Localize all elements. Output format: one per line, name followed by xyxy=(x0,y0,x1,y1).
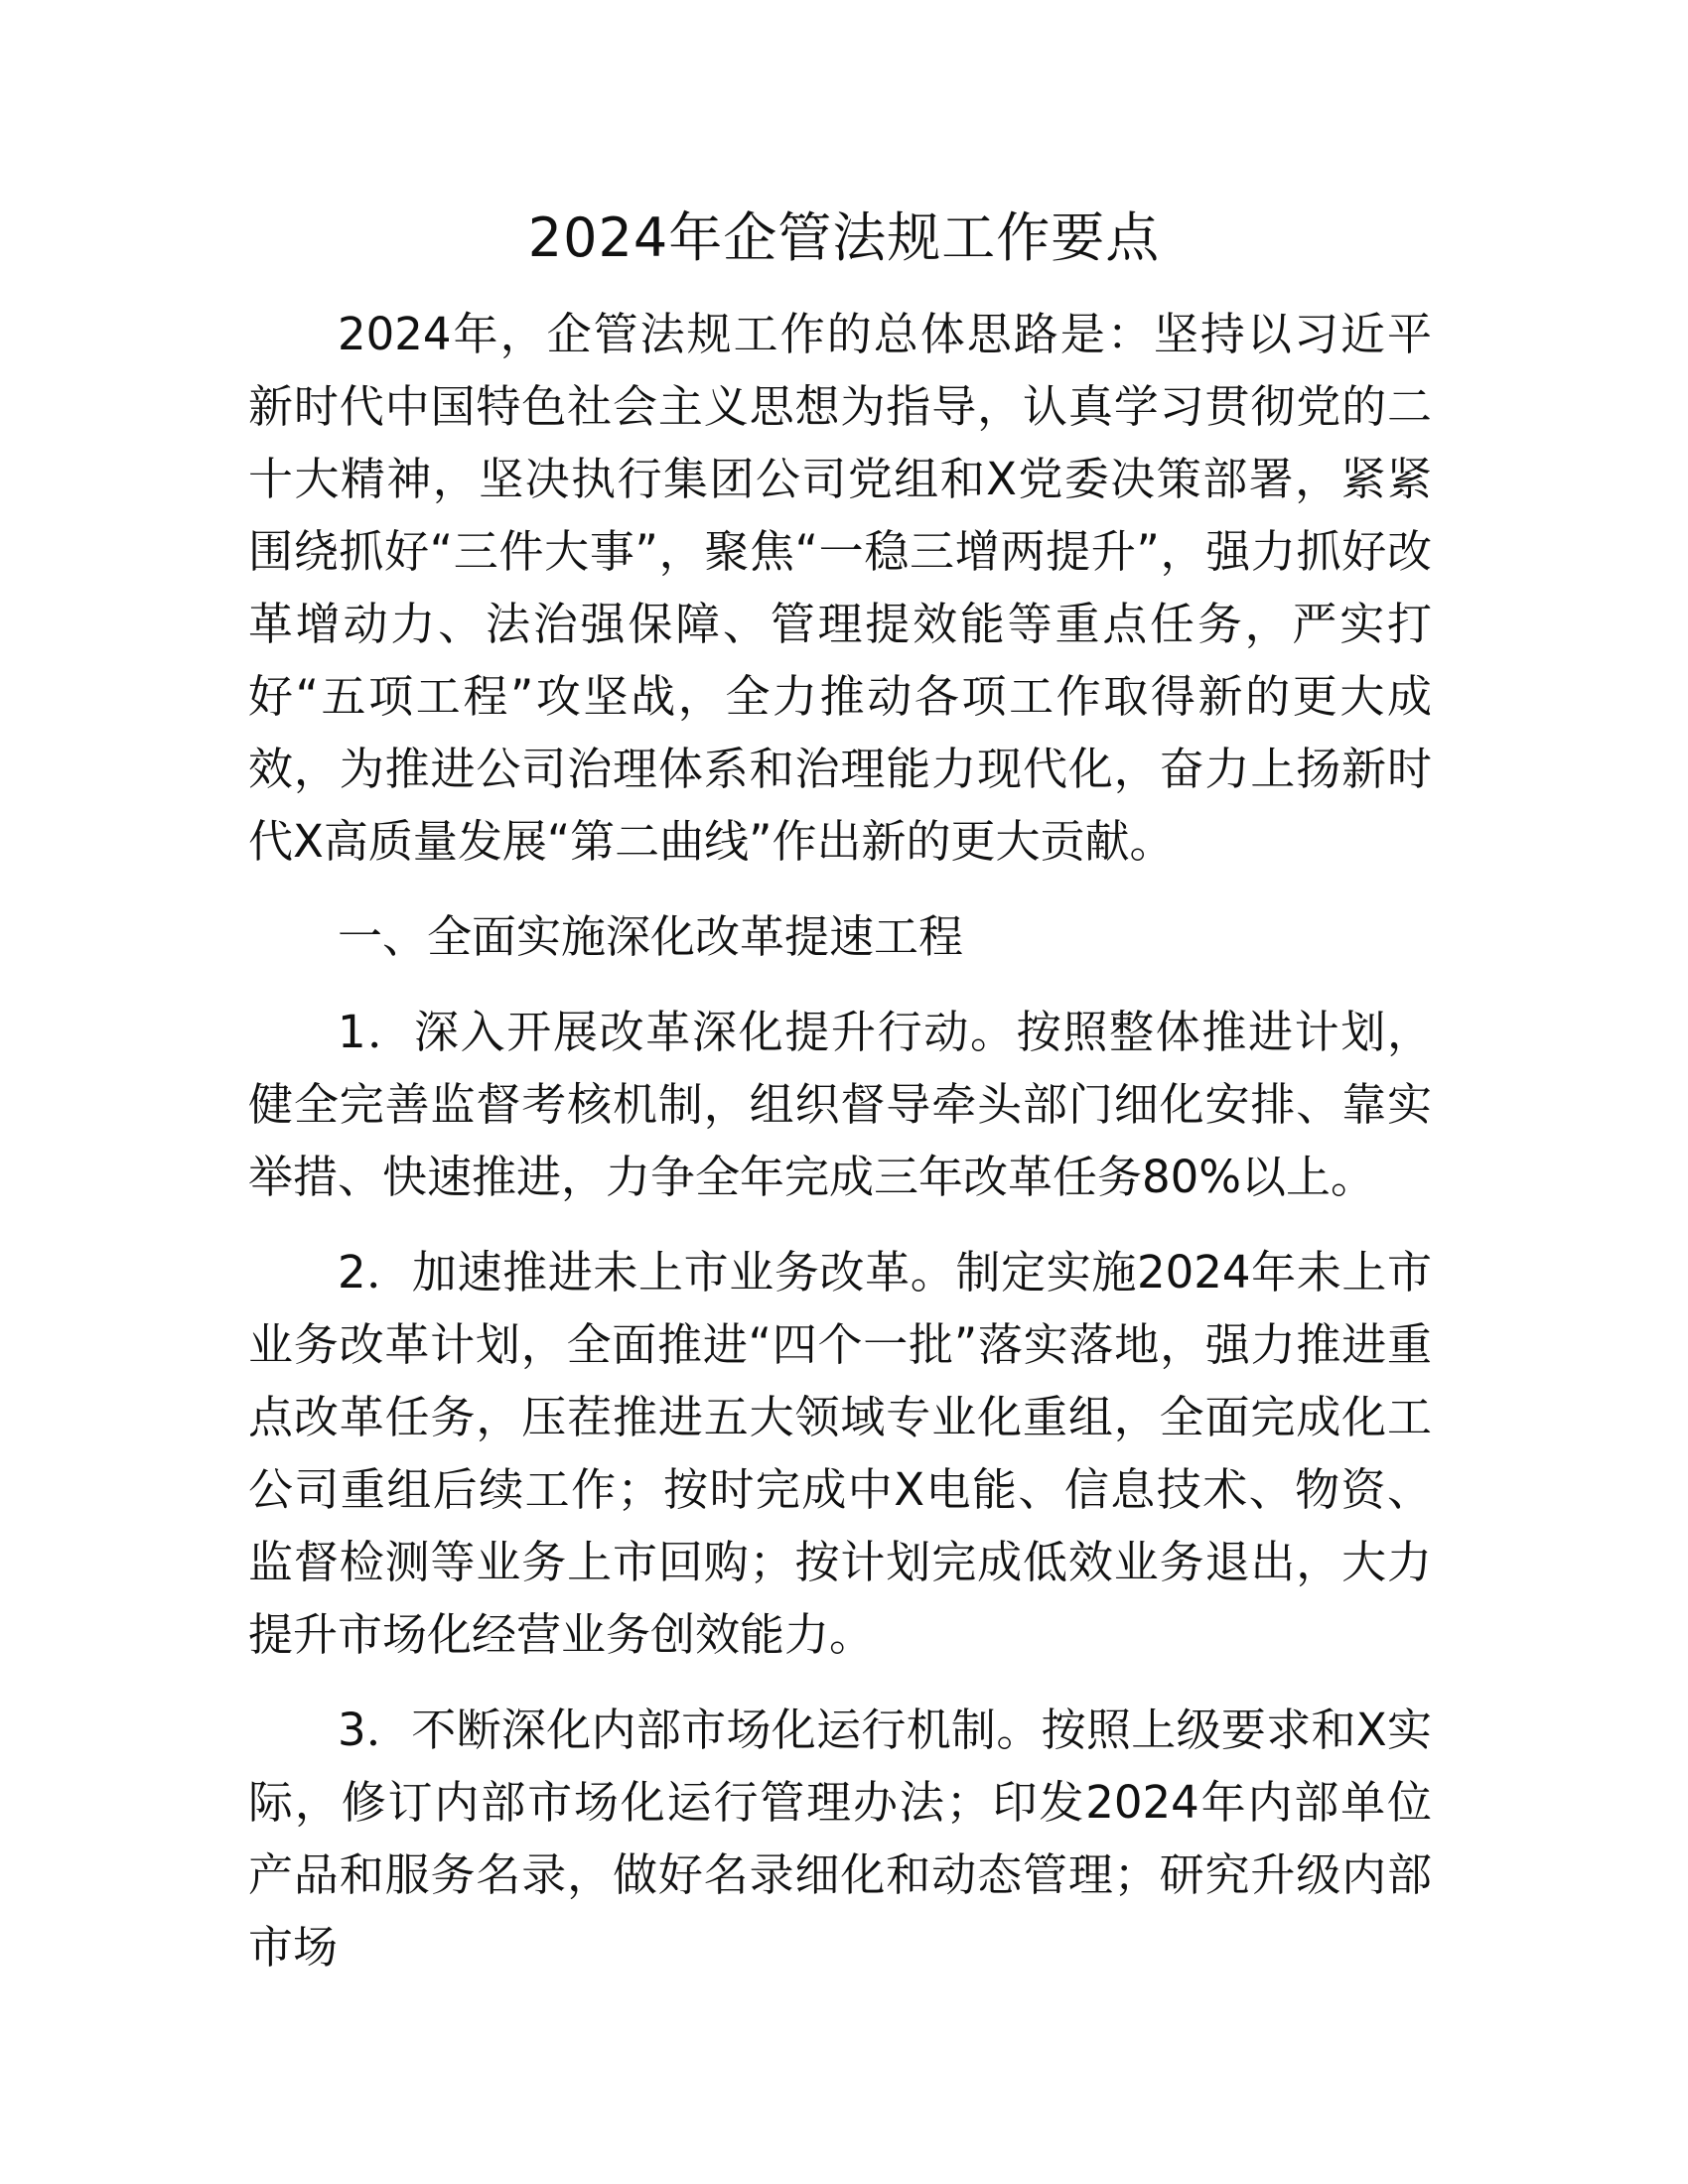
intro-paragraph: 2024年，企管法规工作的总体思路是：坚持以习近平新时代中国特色社会主义思想为指导，认真学习贯彻党的二十大精神，坚决执行集团公司党组和X党委决策部署，紧紧围绕抓好“三件大事”，聚焦“一稳三增两提升”，强力抓好改革增动力、法治强保障、管理提效能等重点任务，严实打好“五项工程”攻坚战，全力推动各项工作取得新的更大成效，为推进公司治理体系和治理能力现代化，奋力上扬新时代X高质量发展“第二曲线”作出新的更大贡献。 xyxy=(248,308,1432,868)
item-paragraph-2: 2．加速推进未上市业务改革。制定实施2024年未上市业务改革计划，全面推进“四个一批”落实落地，强力推进重点改革任务，压茬推进五大领域专业化重组，全面完成化工公司重组后续工作；按时完成中X电能、信息技术、物资、监督检测等业务上市回购；按计划完成低效业务退出，大力提升市场化经营业务创效能力。 xyxy=(248,1246,1432,1661)
section-heading: 一、全面实施深化改革提速工程 xyxy=(338,910,964,963)
document-body xyxy=(248,298,1432,1983)
document-title: 2024年企管法规工作要点 xyxy=(527,206,1161,269)
item-paragraph-3: 3．不断深化内部市场化运行机制。按照上级要求和X实际，修订内部市场化运行管理办法；印发2024年内部单位产品和服务名录，做好名录细化和动态管理；研究升级内部市场 xyxy=(248,1704,1432,1974)
item-paragraph-1: 1．深入开展改革深化提升行动。按照整体推进计划，健全完善监督考核机制，组织督导牵头部门细化安排、靠实举措、快速推进，力争全年完成三年改革任务80%以上。 xyxy=(248,1006,1432,1203)
